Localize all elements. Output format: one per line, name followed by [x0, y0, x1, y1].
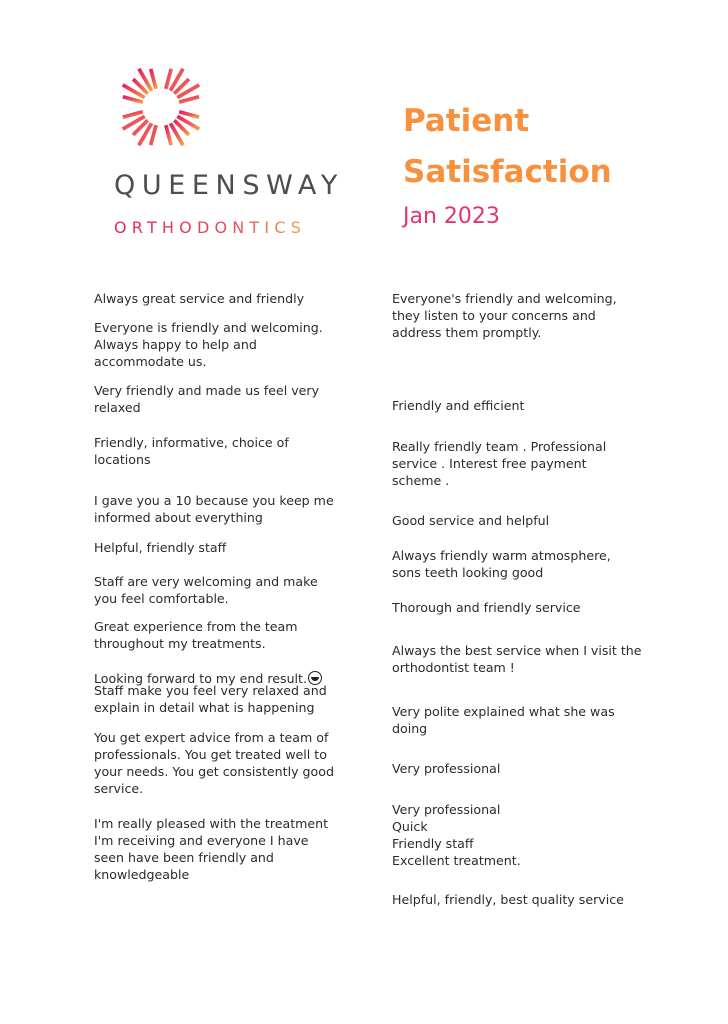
comment: I gave you a 10 because you keep me informed about everything — [94, 493, 334, 525]
logo-ray — [151, 125, 156, 145]
comment: Always friendly warm atmosphere, sons teeth looking good — [392, 548, 611, 580]
comment: Very polite explained what she was doing — [392, 704, 615, 736]
logo-ray — [123, 112, 143, 117]
title-line-1: Patient — [403, 103, 530, 139]
comment: Always great service and friendly — [94, 291, 305, 306]
comment: Staff are very welcoming and make you feel comfortable. — [94, 574, 318, 606]
comment: Really friendly team . Professional service . Interest free payment scheme . — [392, 439, 607, 488]
logo-ray — [166, 69, 171, 89]
logo-ray — [179, 97, 199, 102]
brand-subtitle: ORTHODONTICS — [114, 218, 307, 237]
comment: Helpful, friendly staff — [94, 540, 227, 555]
comment: You get expert advice from a team of professionals. You get treated well to your needs. You get consistently good service. — [94, 730, 334, 796]
comment: Friendly, informative, choice of locations — [94, 435, 289, 467]
comment: Everyone is friendly and welcoming. Always happy to help and accommodate us. — [94, 320, 323, 369]
comment-text: Looking forward to my end result. — [94, 671, 307, 686]
logo-ray — [166, 125, 171, 145]
comment: Always the best service when I visit the orthodontist team ! — [392, 643, 642, 675]
comment: Great experience from the team throughout my treatments. — [94, 619, 298, 651]
comment: Very professional Quick Friendly staff Excellent treatment. — [392, 802, 521, 868]
logo-ray — [151, 69, 156, 89]
comment: Very professional — [392, 761, 501, 776]
comment: Thorough and friendly service — [392, 600, 581, 615]
logo-ray — [123, 97, 143, 102]
page-title — [403, 96, 612, 198]
logo-ray — [179, 112, 199, 117]
comment: Very friendly and made us feel very relaxed — [94, 383, 320, 415]
comment: Everyone's friendly and welcoming, they listen to your concerns and address them promptly. — [392, 291, 617, 340]
comment: I'm really pleased with the treatment I'm receiving and everyone I have seen have been friendly and knowledgeable — [94, 816, 329, 882]
comment: Helpful, friendly, best quality service — [392, 892, 624, 907]
comment: Good service and helpful — [392, 513, 550, 528]
title-line-2: Satisfaction — [403, 154, 612, 190]
comment: Staff make you feel very relaxed and explain in detail what is happening — [94, 683, 327, 715]
sunburst-logo-icon — [114, 60, 208, 154]
report-date: Jan 2023 — [403, 204, 500, 229]
brand-name: QUEENSWAY — [114, 170, 344, 201]
comment: Friendly and efficient — [392, 398, 525, 413]
